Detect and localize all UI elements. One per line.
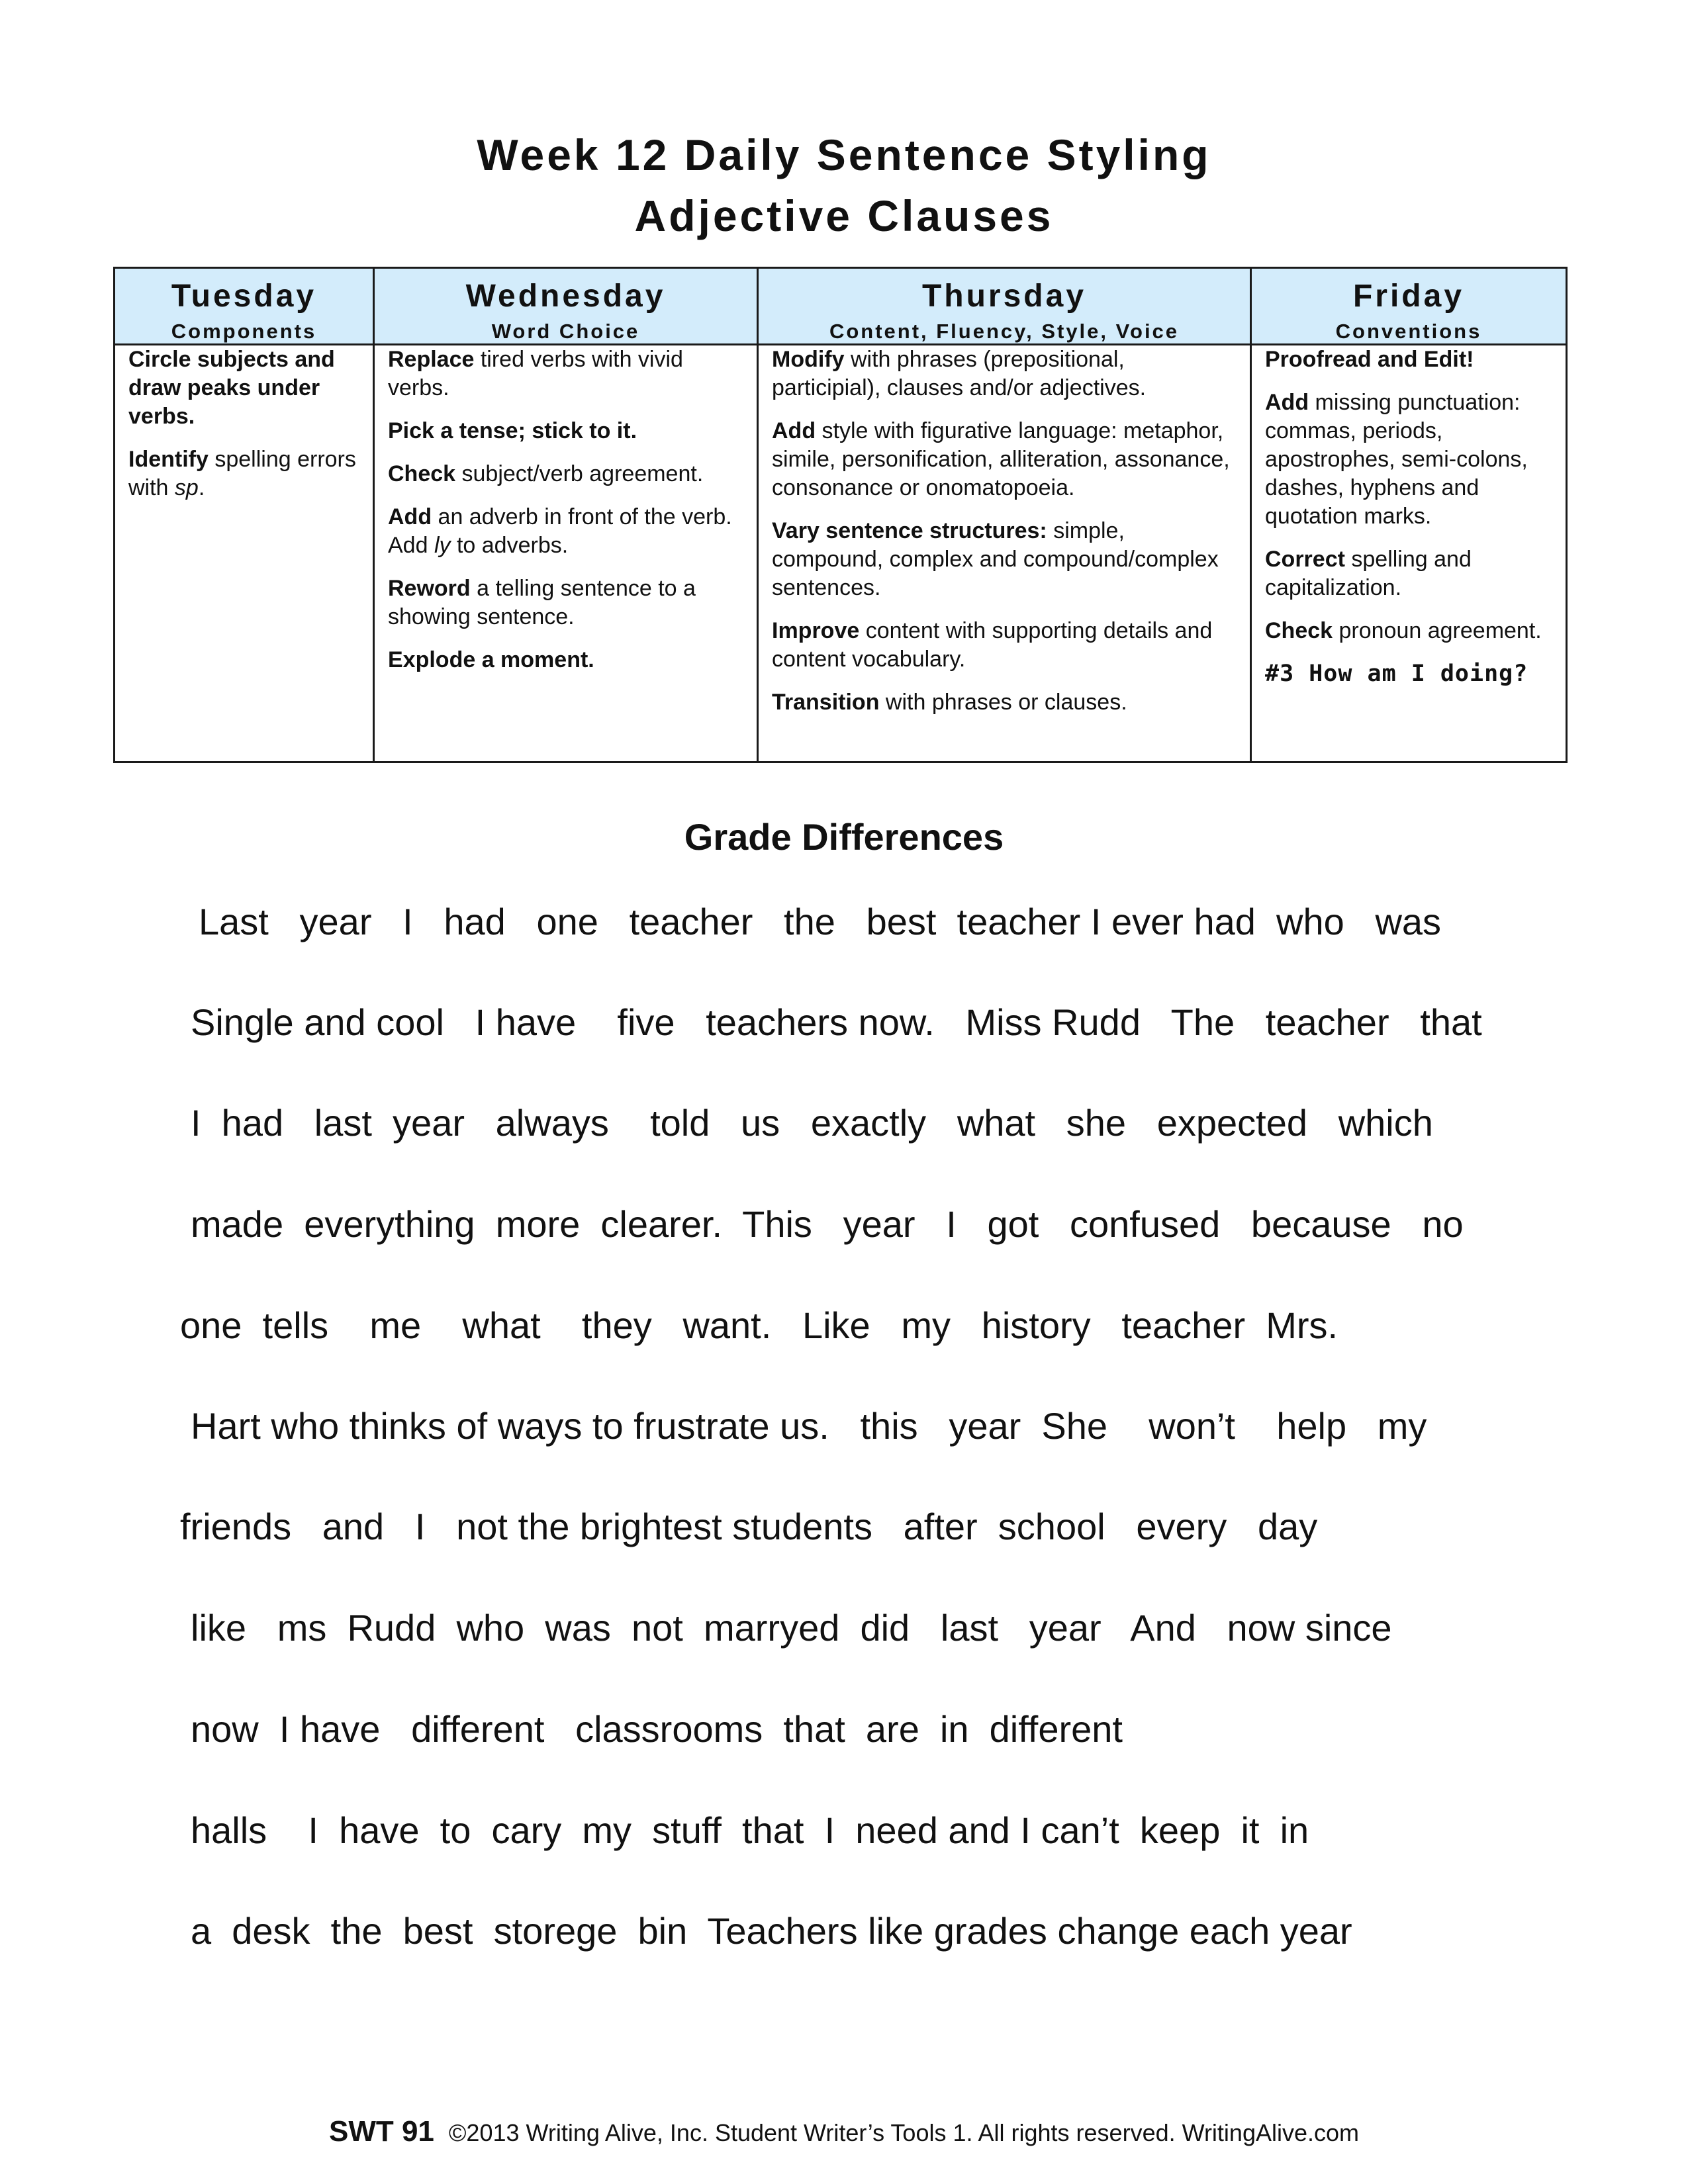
wednesday-item: Pick a tense; stick to it.: [388, 418, 637, 443]
friday-item: Add missing punctuation: commas, periods, apostrophes, semi-colons, dashes, hyphens and quotation marks.: [1265, 390, 1528, 529]
friday-item: Proofread and Edit!: [1265, 347, 1474, 372]
wednesday-item: Replace tired verbs with vivid verbs.: [388, 347, 683, 400]
friday-item: Correct spelling and capitalization.: [1265, 547, 1472, 600]
header-wednesday: Wednesday Word Choice: [374, 268, 758, 345]
friday-cell: [1251, 345, 1567, 762]
tuesday-item: Identify spelling errors with sp.: [128, 447, 356, 500]
header-thursday: Thursday Content, Fluency, Style, Voice: [758, 268, 1251, 345]
passage-heading: Grade Differences: [684, 816, 1004, 858]
passage-line: friends and I not the brightest students after school every day: [180, 1506, 1318, 1547]
passage-line: a desk the best storege bin Teachers like grades change each year: [191, 1910, 1352, 1952]
thursday-item: Add style with figurative language: metaphor, simile, personification, alliteration, assonance, consonance or onomatopoeia.: [772, 418, 1230, 500]
header-friday: Friday Conventions: [1251, 268, 1567, 345]
worksheet-title: Week 12 Daily Sentence Styling: [477, 130, 1211, 179]
wednesday-item: Reword a telling sentence to a showing sentence.: [388, 576, 696, 629]
footer-page-code: SWT 91: [328, 2115, 434, 2148]
friday-item: Check pronoun agreement.: [1265, 618, 1542, 643]
tuesday-item: Circle subjects and draw peaks under verbs.: [128, 347, 335, 429]
table-body-row: [115, 345, 1567, 762]
passage-line: one tells me what they want. Like my history teacher Mrs.: [180, 1304, 1338, 1346]
wednesday-item: Explode a moment.: [388, 647, 594, 672]
header-tuesday: Tuesday Components: [115, 268, 374, 345]
wednesday-cell: [374, 345, 758, 762]
wednesday-item: Check subject/verb agreement.: [388, 461, 704, 486]
thursday-item: Transition with phrases or clauses.: [772, 690, 1127, 715]
thursday-item: Vary sentence structures: simple, compound, complex and compound/complex sentences.: [772, 518, 1219, 600]
daily-styling-table: [113, 267, 1568, 763]
footer-copyright: ©2013 Writing Alive, Inc. Student Writer’s Tools 1. All rights reserved. WritingAlive.com: [448, 2119, 1360, 2146]
wednesday-item: Add an adverb in front of the verb. Add ly to adverbs.: [388, 504, 732, 558]
passage-line: like ms Rudd who was not marryed did last year And now since: [191, 1607, 1392, 1649]
passage-line: Single and cool I have five teachers now. Miss Rudd The teacher that: [191, 1001, 1482, 1043]
thursday-item: Improve content with supporting details and content vocabulary.: [772, 618, 1213, 672]
passage-line: Last year I had one teacher the best teacher I ever had who was: [199, 901, 1442, 942]
passage-line: I had last year always told us exactly what she expected which: [191, 1102, 1433, 1144]
passage-line: made everything more clearer. This year I got confused because no: [191, 1203, 1464, 1245]
thursday-item: Modify with phrases (prepositional, participial), clauses and/or adjectives.: [772, 347, 1147, 400]
friday-item: #3 How am I doing?: [1265, 660, 1528, 687]
thursday-cell: [758, 345, 1251, 762]
passage-line: halls I have to cary my stuff that I need and I can’t keep it in: [191, 1809, 1309, 1851]
table-header-row: [115, 268, 1567, 345]
worksheet-subtitle: Adjective Clauses: [634, 191, 1054, 240]
passage-line: now I have different classrooms that are in different: [191, 1708, 1123, 1750]
tuesday-cell: [115, 345, 374, 762]
page-footer: [0, 2115, 1688, 2148]
passage-line: Hart who thinks of ways to frustrate us. this year She won’t help my: [191, 1405, 1427, 1447]
